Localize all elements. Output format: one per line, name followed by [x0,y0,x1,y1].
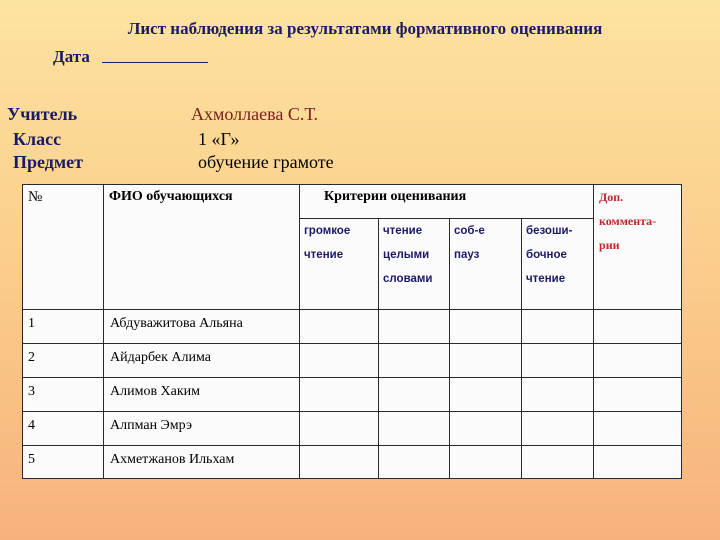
row-number: 2 [23,344,104,378]
header-criteria: Критерии оценивания [300,185,594,219]
criterion-line: бочное [526,249,567,261]
grade-cell[interactable] [450,344,522,378]
grade-cell[interactable] [522,378,594,412]
comment-cell[interactable] [594,310,682,344]
student-name: Алпман Эмрэ [104,412,300,446]
student-name: Алимов Хаким [104,378,300,412]
date-label: Дата [53,47,90,66]
grade-cell[interactable] [300,344,379,378]
criterion-whole-words [379,219,450,310]
grade-cell[interactable] [300,378,379,412]
comment-cell[interactable] [594,378,682,412]
criterion-line: соб-е [454,225,485,237]
grade-cell[interactable] [300,310,379,344]
row-number: 3 [23,378,104,412]
grade-cell[interactable] [379,378,450,412]
criterion-line: чтение [304,249,344,261]
criterion-line: громкое [304,225,351,237]
grade-cell[interactable] [300,412,379,446]
table-row [23,446,682,479]
criterion-line: безоши- [526,225,573,237]
criterion-pauses [450,219,522,310]
grade-cell[interactable] [522,446,594,479]
table-row [23,310,682,344]
class-label: Класс [13,129,62,149]
observation-table [22,184,682,479]
extra-comments-line-3: рии [599,238,620,252]
grade-cell[interactable] [522,310,594,344]
grade-cell[interactable] [379,446,450,479]
table-row [23,344,682,378]
grade-cell[interactable] [379,310,450,344]
table-row [23,412,682,446]
subject-label: Предмет [13,152,83,172]
class-value: 1 «Г» [198,129,240,149]
grade-cell[interactable] [300,446,379,479]
table-row [23,378,682,412]
date-blank-line [102,62,208,63]
grade-cell[interactable] [450,412,522,446]
criterion-line: пауз [454,249,480,261]
row-number: 4 [23,412,104,446]
grade-cell[interactable] [450,446,522,479]
teacher-value: Ахмоллаева С.Т. [191,104,319,124]
extra-comments-line-2: коммента- [599,214,657,228]
row-number: 1 [23,310,104,344]
criterion-error-free [522,219,594,310]
comment-cell[interactable] [594,412,682,446]
header-extra-comments [594,185,682,310]
extra-comments-line-1: Доп. [599,190,624,204]
row-number: 5 [23,446,104,479]
teacher-label: Учитель [7,104,78,124]
sheet-title: Лист наблюдения за результатами формативного оценивания [127,19,603,38]
student-name: Ахметжанов Ильхам [104,446,300,479]
comment-cell[interactable] [594,446,682,479]
criterion-line: чтение [383,225,423,237]
grade-cell[interactable] [450,378,522,412]
subject-value: обучение грамоте [198,152,334,172]
criterion-line: целыми [383,249,430,261]
criterion-loud-reading [300,219,379,310]
grade-cell[interactable] [522,344,594,378]
grade-cell[interactable] [379,344,450,378]
comment-cell[interactable] [594,344,682,378]
student-name: Абдуважитова Альяна [104,310,300,344]
criterion-line: словами [383,273,433,285]
criterion-line: чтение [526,273,566,285]
grade-cell[interactable] [450,310,522,344]
header-student-name: ФИО обучающихся [104,185,300,310]
grade-cell[interactable] [379,412,450,446]
grade-cell[interactable] [522,412,594,446]
student-name: Айдарбек Алима [104,344,300,378]
header-number: № [23,185,104,310]
